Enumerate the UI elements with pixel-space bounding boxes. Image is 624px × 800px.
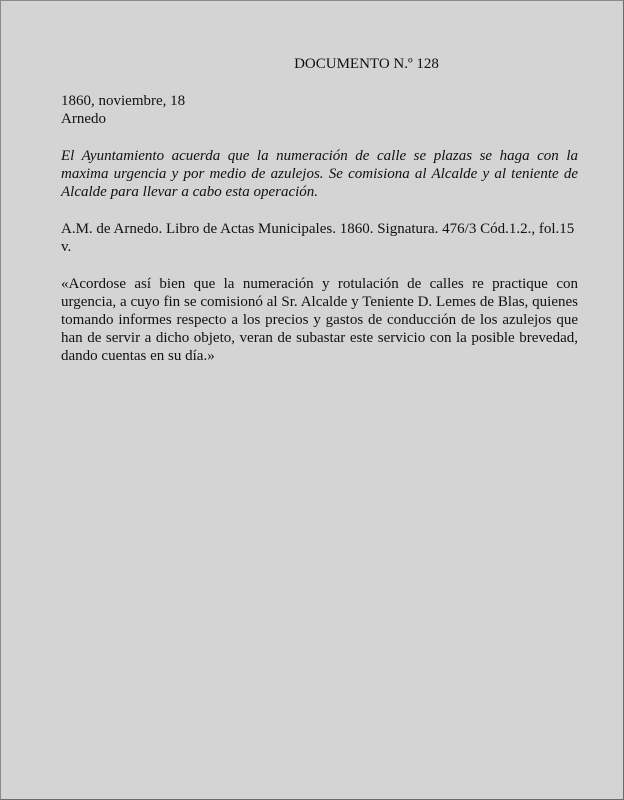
document-place: Arnedo [61,111,106,127]
archive-reference: A.M. de Arnedo. Libro de Actas Municipales. 1860. Signatura. 476/3 Cód.1.2., fol.15 v. [61,221,575,255]
document-title: DOCUMENTO N.º 128 [294,56,439,72]
document-date: 1860, noviembre, 18 [61,93,186,109]
date-place-block [61,92,578,128]
document-transcription: «Acordose así bien que la numeración y rotulación de calles re practique con urgencia, a cuyo fin se comisionó al Sr. Alcalde y Teniente D. Lemes de Blas, quienes tomando informes respecto a los precios y gastos de conducción de los azulejos que han de servir a dicho objeto, veran de subastar este servicio con la posible brevedad, dando cuentas en su día.» [61,276,578,364]
document-body [61,55,578,365]
document-summary: El Ayuntamiento acuerda que la numeración de calle se plazas se haga con la maxima urgencia y por medio de azulejos. Se comisiona al Alcalde y al teniente de Alcalde para llevar a cabo esta operación. [61,148,578,200]
